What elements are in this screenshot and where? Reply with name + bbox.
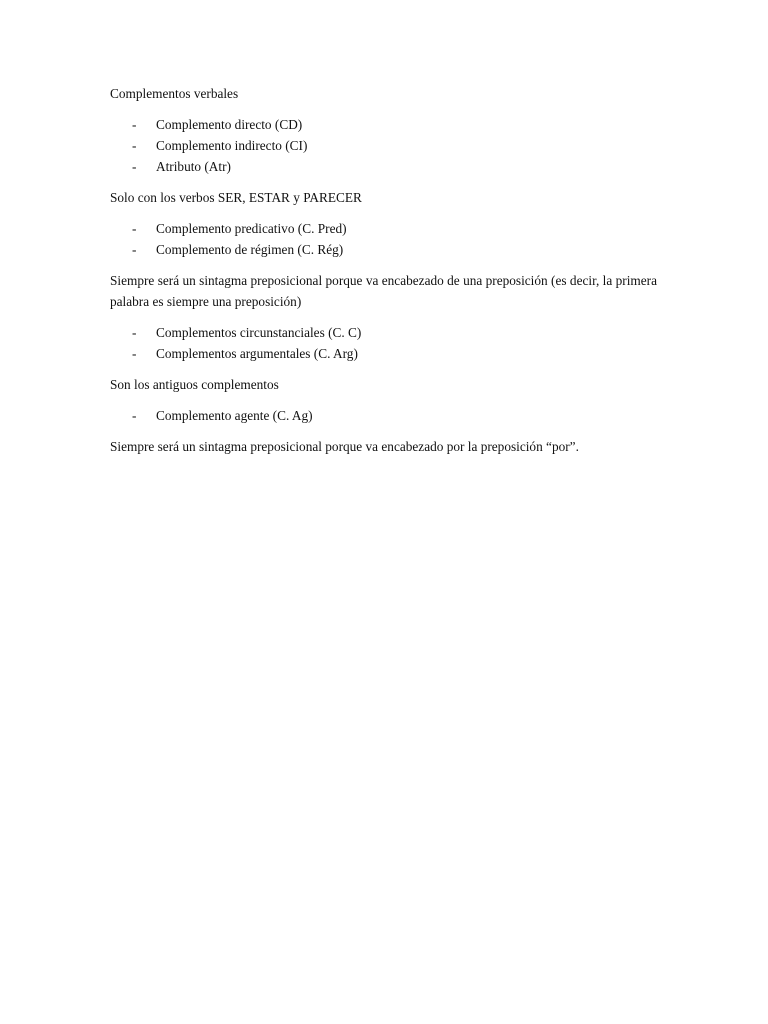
bullet-list [110,405,657,426]
list-item-text: Complemento predicativo (C. Pred) [156,221,347,236]
note-paragraph: Solo con los verbos SER, ESTAR y PARECER [110,190,362,205]
list-item [110,239,657,260]
dash-bullet: - [132,325,137,340]
dash-bullet: - [132,117,137,132]
list-item-text: Complemento directo (CD) [156,117,303,132]
dash-bullet: - [132,221,137,236]
explanation-paragraph: Siempre será un sintagma preposicional porque va encabezado de una preposición (es decir, la primera palabra es siempre una preposición) [110,273,657,309]
list-item [110,218,657,239]
list-item [110,156,657,177]
section-heading: Complementos verbales [110,86,239,101]
note-paragraph: Son los antiguos complementos [110,377,279,392]
document-page [110,83,657,467]
dash-bullet: - [132,346,137,361]
list-item [110,405,657,426]
explanation-paragraph: Siempre será un sintagma preposicional porque va encabezado por la preposición “por”. [110,439,579,454]
list-item-text: Complementos circunstanciales (C. C) [156,325,362,340]
bullet-list [110,114,657,177]
list-item [110,322,657,343]
list-item-text: Complemento agente (C. Ag) [156,408,313,423]
list-item-text: Complemento indirecto (CI) [156,138,308,153]
bullet-list [110,218,657,260]
list-item [110,135,657,156]
dash-bullet: - [132,159,137,174]
list-item-text: Complementos argumentales (C. Arg) [156,346,358,361]
dash-bullet: - [132,242,137,257]
dash-bullet: - [132,138,137,153]
list-item [110,114,657,135]
list-item [110,343,657,364]
list-item-text: Atributo (Atr) [156,159,231,174]
dash-bullet: - [132,408,137,423]
bullet-list [110,322,657,364]
list-item-text: Complemento de régimen (C. Rég) [156,242,344,257]
